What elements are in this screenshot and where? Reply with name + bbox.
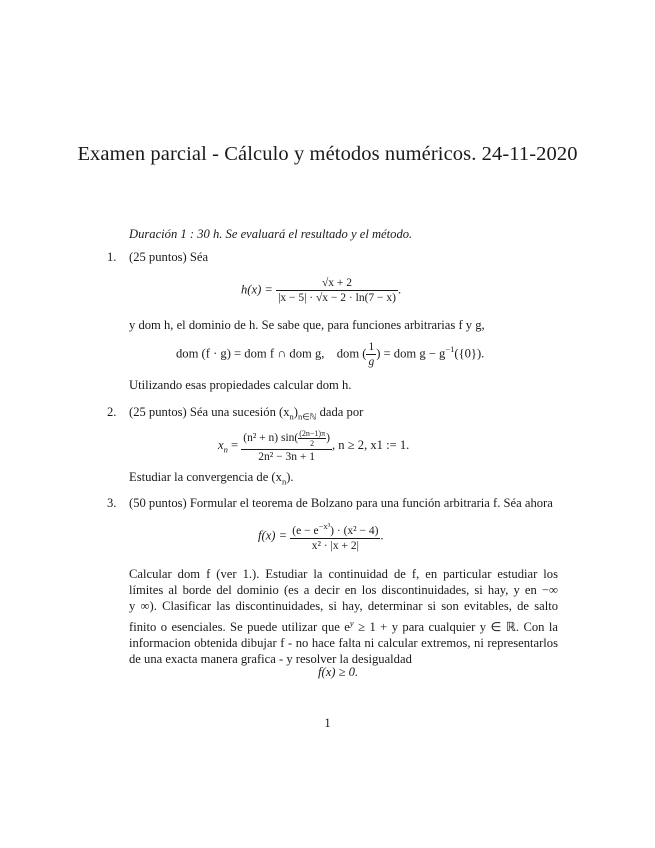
eq-xn-numerator: [241, 429, 332, 450]
problem-2-heading-sub2: n∈ℕ: [298, 411, 317, 422]
paragraph-line-4-sup: y: [349, 617, 354, 628]
eq-dom-mid: dom (: [336, 346, 367, 361]
eq-f-fraction: [290, 521, 380, 552]
paragraph-line-4-b: ≥ 1 + y para cualquier y ∈ ℝ. Con la: [353, 619, 558, 634]
paragraph-line-5: informacion obtenida dibujar f - no hace falta ni calcular extremos, ni representarlos: [129, 636, 558, 650]
eq-dom-right: ) = dom g − g: [376, 346, 446, 361]
problem-3-number: 3.: [107, 496, 117, 510]
eq-f-num-rest: ) · (x² − 4): [330, 524, 379, 537]
eq-dom-fraction: [366, 341, 376, 368]
paragraph-line-6: de una exacta manera grafica - y resolver la desigualdad: [129, 652, 412, 667]
paragraph-line-2: límites al borde del dominio (es a decir en los discontinuidades, si hay, y en −∞: [129, 583, 558, 598]
problem-3-inequality: f(x) ≥ 0.: [318, 665, 359, 679]
eq-dom-frac-den: g: [368, 356, 375, 368]
eq-f-num-text: (e − e: [292, 524, 319, 537]
eq-f-tail: .: [380, 528, 384, 543]
eq-f-numerator: [290, 521, 380, 539]
problem-2-number: 2.: [107, 405, 117, 419]
problem-1-number: 1.: [107, 250, 117, 264]
paragraph-line-4: [129, 615, 558, 635]
eq-h-tail: .: [397, 282, 402, 297]
eq-f-denominator: x² · |x + 2|: [311, 539, 359, 552]
eq-xn-fraction: [241, 429, 332, 463]
problem-2-heading-end: dada por: [319, 405, 364, 419]
problem-1-text-1: y dom h, el dominio de h. Se sabe que, para funciones arbitrarias f y g,: [129, 318, 485, 332]
paragraph-line-3: y ∞). Clasificar las discontinuidades, si hay, determinar si son evitables, de salto: [129, 599, 558, 614]
problem-1-eq-dom: [176, 341, 484, 368]
eq-xn-lhs: x: [218, 437, 224, 452]
eq-xn-inner-fraction: [298, 429, 326, 448]
paragraph-line-1: Calcular dom f (ver 1.). Estudiar la continuidad de f, en particular estudiar los: [129, 567, 558, 581]
eq-xn-denominator: 2n² − 3n + 1: [258, 451, 315, 463]
eq-h-lhs: h(x) =: [241, 282, 273, 297]
eq-xn-inner-num: (2n−1)π: [299, 429, 326, 438]
eq-dom-end: ({0}).: [454, 346, 485, 361]
eq-h-numerator: √x + 2: [276, 277, 398, 291]
eq-h-denominator: |x − 5| · √x − 2 · ln(7 − x): [278, 292, 396, 304]
eq-xn-equals: =: [231, 437, 239, 452]
page-title: Examen parcial - Cálculo y métodos numéricos. 24-11-2020: [77, 143, 578, 165]
eq-dom-frac-num: 1: [368, 341, 375, 353]
problem-2-heading-sub: n: [289, 411, 294, 422]
problem-3-heading: (50 puntos) Formular el teorema de Bolzano para una función arbitraria f. Séa ahora: [129, 496, 553, 510]
eq-dom-sup: −1: [445, 344, 455, 355]
problem-2-heading-text: (25 puntos) Séa una sucesión (x: [129, 405, 290, 419]
problem-1-eq-h: [241, 277, 401, 304]
problem-2-text-1-main: Estudiar la convergencia de (x: [129, 470, 282, 484]
eq-f-num-sup: −x³: [318, 521, 331, 531]
problem-2-heading-tail: ): [293, 405, 298, 419]
eq-xn-num-text: (n² + n) sin(: [243, 432, 299, 445]
problem-2-text-1-sub: n: [281, 476, 287, 487]
eq-h-fraction: [276, 277, 398, 304]
problem-3-eq-f: [258, 521, 384, 552]
problem-2-text-1-end: ).: [286, 470, 294, 484]
eq-xn-tail: , n ≥ 2, x1 := 1.: [331, 437, 410, 452]
problem-1-heading: (25 puntos) Séa: [129, 250, 209, 264]
exam-intro: Duración 1 : 30 h. Se evaluará el resultado y el método.: [129, 227, 413, 241]
page-number: 1: [324, 716, 331, 730]
paragraph-line-4-a: finito o esenciales. Se puede utilizar que e: [129, 619, 350, 634]
problem-2-heading: [129, 405, 363, 425]
eq-f-lhs: f(x) =: [258, 528, 288, 543]
problem-2-text-1: [129, 470, 294, 490]
eq-xn-inner-den: 2: [310, 439, 315, 448]
problem-3-paragraph: [129, 566, 558, 667]
eq-xn-lhs-sub: n: [223, 444, 228, 455]
eq-xn-num-close: ): [326, 432, 330, 445]
problem-2-eq-xn: [218, 429, 409, 463]
eq-dom-left: dom (f · g) = dom f ∩ dom g,: [176, 346, 325, 361]
problem-1-text-2: Utilizando esas propiedades calcular dom h.: [129, 378, 352, 392]
